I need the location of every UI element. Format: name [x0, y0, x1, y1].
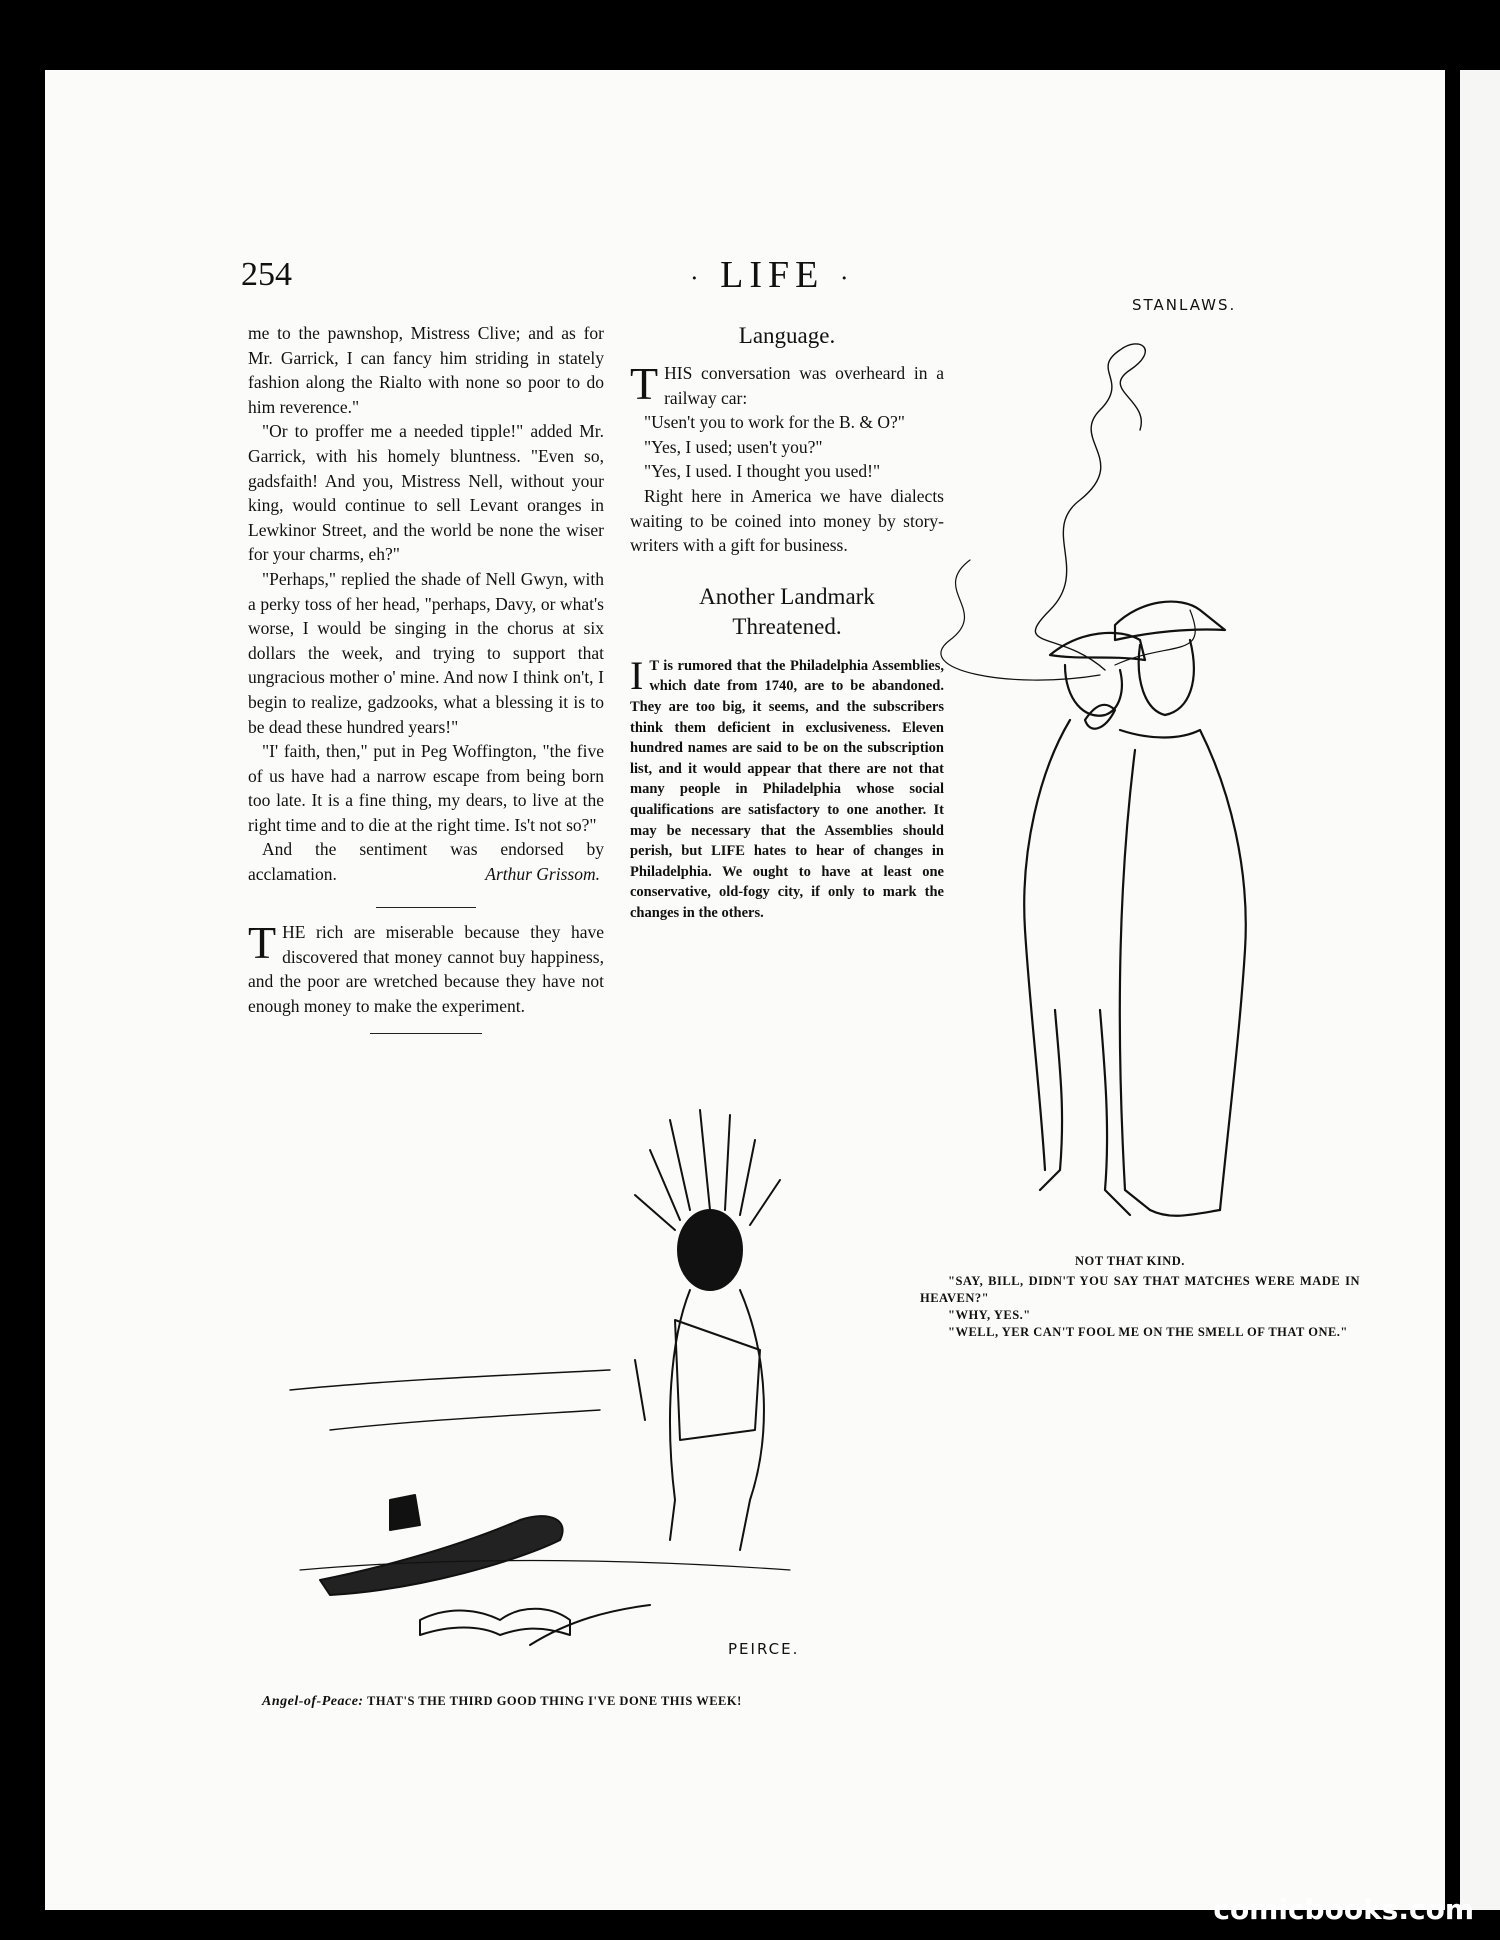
rich-paragraph	[248, 917, 604, 1018]
two-men-smoking-illustration	[890, 310, 1410, 1260]
story-paragraph: me to the pawnshop, Mistress Clive; and as for Mr. Garrick, I can fancy him striding in stately fashion along the Rialto with none so poor to do him reverence."	[248, 323, 604, 417]
story-paragraph: "Perhaps," replied the shade of Nell Gwyn, with a perky toss of her head, "perhaps, Davy, or what's worse, I would be singing in the chorus at six dollars the week, and trying to support that ungracious mother o' mine. And now I think on't, I begin to realize, gadzooks, what a blessing it is to be dead these hundred years!"	[248, 568, 604, 737]
smoke-swirl	[1035, 344, 1145, 670]
story-paragraph	[248, 837, 604, 886]
masthead	[690, 253, 855, 297]
masthead-dot-left: ·	[690, 263, 705, 293]
coat-outline	[1120, 730, 1246, 1210]
leg	[1040, 1010, 1062, 1190]
figure-body	[670, 1290, 764, 1550]
author-signature: Arthur Grissom.	[485, 864, 600, 885]
cartoon-right-caption	[920, 1273, 1360, 1341]
left-column	[248, 321, 604, 1034]
divider	[370, 1033, 482, 1035]
story-closing: And the sentiment was endorsed by acclamation.	[248, 839, 604, 885]
tomahawk	[635, 1360, 645, 1420]
stanlaws-credit: STANLAWS.	[1132, 296, 1237, 314]
masthead-title: LIFE	[720, 254, 825, 296]
coat-outline	[1150, 1210, 1220, 1216]
caption-text: THAT'S THE THIRD GOOD THING I'VE DONE THIS WEEK!	[366, 1694, 742, 1708]
language-lead-text: HIS conversation was overheard in a railway car:	[664, 363, 944, 408]
caption-line: "WHY, YES."	[948, 1308, 1031, 1322]
top-hat	[390, 1495, 420, 1530]
caption-line: "WELL, YER CAN'T FOOL ME ON THE SMELL OF THAT ONE."	[948, 1325, 1348, 1339]
peirce-credit: PEIRCE.	[728, 1640, 800, 1658]
drop-cap: I	[630, 652, 644, 698]
horizon-line	[290, 1370, 610, 1390]
language-title: Language.	[738, 323, 836, 348]
divider	[376, 907, 476, 909]
facing-page-edge	[1460, 70, 1500, 1910]
landmark-title-line1: Another Landmark	[699, 583, 875, 609]
language-closing: Right here in America we have dialects waiting to be coined into money by story-writers with a gift for business.	[630, 485, 944, 556]
figure-head	[678, 1210, 742, 1290]
dialogue-line: "Yes, I used; usen't you?"	[644, 436, 823, 457]
caption-line: "SAY, BILL, DIDN'T YOU SAY THAT MATCHES WERE MADE IN HEAVEN?"	[920, 1274, 1360, 1305]
head	[1139, 640, 1194, 715]
page-number: 254	[241, 256, 292, 293]
dialogue-line: "Usen't you to work for the B. & O?"	[644, 412, 905, 433]
cartoon-right-title: NOT THAT KIND.	[1075, 1254, 1185, 1268]
open-book	[420, 1609, 570, 1635]
drop-cap: T	[248, 917, 277, 969]
hat	[1115, 602, 1225, 640]
figure-blanket	[675, 1320, 760, 1440]
caption-speaker: Angel-of-Peace:	[262, 1694, 364, 1709]
site-watermark: comicbooks.com	[1213, 1893, 1474, 1926]
story-paragraph: "Or to proffer me a needed tipple!" added Mr. Garrick, with his homely bluntness. "Even so, gadsfaith! And you, Mistress Nell, without your king, would continue to sell Levant oranges in Lewkinor Street, and the world be none the wiser for your charms, eh?"	[248, 421, 604, 565]
coat-outline	[1120, 750, 1150, 1210]
angel-of-peace-illustration	[270, 1100, 890, 1660]
cartoon-left-caption	[262, 1693, 742, 1710]
horizon-line	[330, 1410, 600, 1430]
fallen-man	[320, 1516, 563, 1595]
story-paragraph: "I' faith, then," put in Peg Woffington, "the five of us have had a narrow escape from being born too late. It is a fine thing, my dears, to live at the right time and to die at the right time. Is't not so?"	[248, 741, 604, 835]
drop-cap: T	[630, 358, 659, 409]
rich-text: HE rich are miserable because they have discovered that money cannot buy happiness, and the poor are wretched because they have not enough money to make the experiment.	[248, 922, 604, 1016]
smoke-swirl	[941, 560, 1100, 680]
masthead-dot-right: ·	[839, 263, 855, 293]
landmark-title-line2: Threatened.	[732, 613, 842, 639]
coat-outline	[1024, 720, 1070, 1170]
dialogue-line: "Yes, I used. I thought you used!"	[644, 461, 881, 482]
landmark-text: T is rumored that the Philadelphia Assemblies, which date from 1740, are to be abandoned. They are too big, it seems, and the subscribers think them deficient in exclusiveness. Eleven hundred names are said to be on the subscription list, and it would appear that there are not that many people in Philadelphia whose social qualifications are satisfactory to one another. It may be necessary that the Assemblies should perish, but LIFE hates to hear of changes in Philadelphia. We ought to have at least one conservative, old-fogy city, if only to mark the changes in the others.	[630, 657, 944, 921]
